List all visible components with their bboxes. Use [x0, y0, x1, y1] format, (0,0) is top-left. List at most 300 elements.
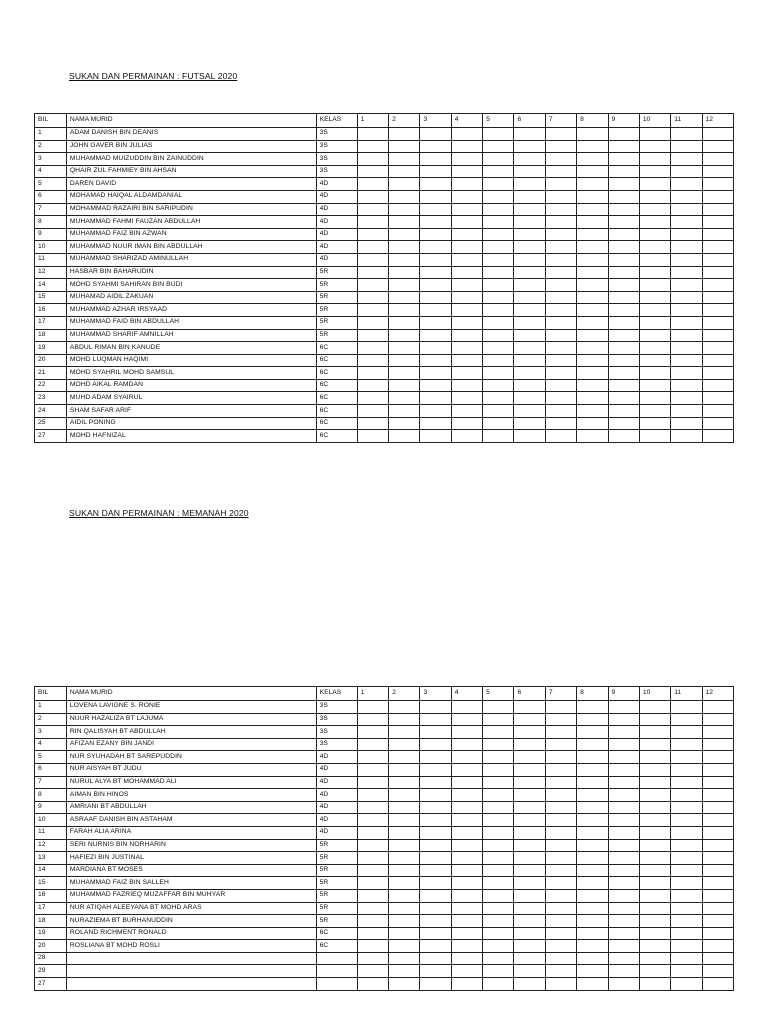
- attendance-cell: [451, 417, 482, 430]
- nama-murid-cell: AFIZAN EZANY BIN JANDI: [66, 738, 316, 751]
- attendance-cell: [671, 839, 702, 852]
- nama-murid-cell: MUHAMMAD MUIZUDDIN BIN ZAINUDDIN: [66, 153, 316, 166]
- table-row: [35, 354, 734, 367]
- attendance-cell: [420, 329, 451, 342]
- kelas-cell: 3S: [316, 701, 357, 714]
- attendance-cell: [420, 801, 451, 814]
- attendance-cell: [577, 763, 608, 776]
- column-header: 2: [389, 687, 420, 701]
- kelas-cell: [316, 978, 357, 991]
- table-row: [35, 927, 734, 940]
- attendance-cell: [702, 304, 733, 317]
- bil-cell: 5: [35, 751, 67, 764]
- table-row: [35, 216, 734, 229]
- attendance-cell: [545, 354, 576, 367]
- attendance-cell: [357, 877, 388, 890]
- attendance-cell: [577, 279, 608, 292]
- attendance-cell: [514, 279, 545, 292]
- attendance-cell: [483, 776, 514, 789]
- attendance-cell: [545, 927, 576, 940]
- attendance-cell: [389, 241, 420, 254]
- table-row: [35, 405, 734, 418]
- attendance-cell: [451, 140, 482, 153]
- bil-cell: 10: [35, 814, 67, 827]
- attendance-cell: [671, 738, 702, 751]
- attendance-cell: [483, 814, 514, 827]
- attendance-cell: [639, 902, 670, 915]
- attendance-cell: [608, 801, 639, 814]
- attendance-cell: [671, 927, 702, 940]
- kelas-cell: 5R: [316, 877, 357, 890]
- attendance-cell: [702, 915, 733, 928]
- attendance-cell: [671, 877, 702, 890]
- attendance-cell: [639, 216, 670, 229]
- attendance-cell: [514, 952, 545, 965]
- attendance-cell: [702, 266, 733, 279]
- attendance-cell: [483, 165, 514, 178]
- attendance-cell: [639, 978, 670, 991]
- column-header: 7: [545, 687, 576, 701]
- table-row: [35, 751, 734, 764]
- attendance-cell: [671, 864, 702, 877]
- attendance-cell: [671, 241, 702, 254]
- attendance-cell: [483, 405, 514, 418]
- attendance-cell: [608, 751, 639, 764]
- attendance-cell: [608, 852, 639, 865]
- attendance-cell: [483, 342, 514, 355]
- kelas-cell: 4D: [316, 826, 357, 839]
- bil-cell: 11: [35, 253, 67, 266]
- table-row: [35, 140, 734, 153]
- column-header: 5: [483, 687, 514, 701]
- attendance-cell: [514, 405, 545, 418]
- nama-murid-cell: NUR ATIQAH ALEEYANA BT MOHD ARAS: [66, 902, 316, 915]
- column-header: 9: [608, 114, 639, 128]
- attendance-cell: [702, 940, 733, 953]
- attendance-cell: [545, 392, 576, 405]
- attendance-cell: [639, 203, 670, 216]
- attendance-cell: [671, 316, 702, 329]
- attendance-cell: [389, 839, 420, 852]
- attendance-cell: [483, 329, 514, 342]
- attendance-cell: [420, 738, 451, 751]
- attendance-cell: [357, 329, 388, 342]
- attendance-cell: [451, 852, 482, 865]
- attendance-cell: [451, 826, 482, 839]
- attendance-cell: [577, 726, 608, 739]
- kelas-cell: 4D: [316, 789, 357, 802]
- attendance-cell: [639, 701, 670, 714]
- kelas-cell: 3S: [316, 165, 357, 178]
- nama-murid-cell: MUHAMMAD FAID BIN ABDULLAH: [66, 316, 316, 329]
- attendance-cell: [483, 789, 514, 802]
- attendance-cell: [389, 864, 420, 877]
- bil-cell: 19: [35, 342, 67, 355]
- attendance-cell: [702, 852, 733, 865]
- kelas-cell: 5R: [316, 852, 357, 865]
- kelas-cell: 4D: [316, 241, 357, 254]
- attendance-cell: [608, 701, 639, 714]
- table-row: [35, 814, 734, 827]
- attendance-cell: [483, 291, 514, 304]
- attendance-cell: [608, 915, 639, 928]
- attendance-cell: [639, 915, 670, 928]
- attendance-cell: [357, 367, 388, 380]
- attendance-cell: [514, 852, 545, 865]
- attendance-cell: [389, 965, 420, 978]
- attendance-cell: [608, 430, 639, 443]
- attendance-cell: [357, 405, 388, 418]
- attendance-cell: [389, 266, 420, 279]
- attendance-cell: [483, 852, 514, 865]
- attendance-cell: [483, 190, 514, 203]
- bil-cell: 7: [35, 203, 67, 216]
- kelas-cell: 6C: [316, 405, 357, 418]
- attendance-cell: [577, 316, 608, 329]
- attendance-cell: [420, 342, 451, 355]
- attendance-cell: [702, 726, 733, 739]
- attendance-cell: [483, 140, 514, 153]
- table-row: [35, 430, 734, 443]
- attendance-cell: [451, 153, 482, 166]
- attendance-cell: [389, 940, 420, 953]
- kelas-cell: 6C: [316, 927, 357, 940]
- attendance-cell: [545, 128, 576, 141]
- attendance-cell: [420, 965, 451, 978]
- column-header: 10: [639, 114, 670, 128]
- attendance-cell: [639, 751, 670, 764]
- attendance-cell: [357, 738, 388, 751]
- column-header: 11: [671, 114, 702, 128]
- attendance-cell: [389, 316, 420, 329]
- table-row: [35, 726, 734, 739]
- attendance-cell: [357, 178, 388, 191]
- attendance-cell: [545, 165, 576, 178]
- attendance-cell: [577, 713, 608, 726]
- kelas-cell: [316, 952, 357, 965]
- attendance-cell: [451, 763, 482, 776]
- attendance-cell: [577, 190, 608, 203]
- attendance-cell: [639, 726, 670, 739]
- attendance-cell: [514, 140, 545, 153]
- kelas-cell: 6C: [316, 430, 357, 443]
- table-row: [35, 852, 734, 865]
- nama-murid-cell: HAFIEZI BIN JUSTINAL: [66, 852, 316, 865]
- attendance-cell: [608, 864, 639, 877]
- attendance-cell: [639, 178, 670, 191]
- column-header: 1: [357, 114, 388, 128]
- nama-murid-cell: MOHD AIKAL RAMDAN: [66, 379, 316, 392]
- attendance-cell: [577, 241, 608, 254]
- attendance-cell: [451, 329, 482, 342]
- attendance-cell: [702, 902, 733, 915]
- attendance-cell: [420, 889, 451, 902]
- attendance-cell: [357, 776, 388, 789]
- column-header: 12: [702, 114, 733, 128]
- table-row: [35, 940, 734, 953]
- attendance-cell: [514, 392, 545, 405]
- attendance-cell: [514, 789, 545, 802]
- attendance-cell: [577, 751, 608, 764]
- kelas-cell: 5R: [316, 291, 357, 304]
- attendance-cell: [514, 726, 545, 739]
- attendance-cell: [545, 153, 576, 166]
- attendance-cell: [483, 927, 514, 940]
- kelas-cell: 4D: [316, 814, 357, 827]
- kelas-cell: 3S: [316, 140, 357, 153]
- attendance-cell: [671, 153, 702, 166]
- table-row: [35, 342, 734, 355]
- attendance-cell: [608, 140, 639, 153]
- attendance-cell: [514, 178, 545, 191]
- attendance-cell: [357, 965, 388, 978]
- attendance-cell: [389, 342, 420, 355]
- attendance-cell: [357, 952, 388, 965]
- kelas-cell: 6C: [316, 354, 357, 367]
- attendance-cell: [702, 751, 733, 764]
- kelas-cell: 5R: [316, 889, 357, 902]
- attendance-cell: [608, 738, 639, 751]
- bil-cell: 12: [35, 266, 67, 279]
- attendance-cell: [608, 814, 639, 827]
- attendance-cell: [608, 253, 639, 266]
- attendance-cell: [514, 379, 545, 392]
- nama-murid-cell: MUHAMMAD FAHMI FAUZAN ABDULLAH: [66, 216, 316, 229]
- attendance-cell: [639, 367, 670, 380]
- attendance-cell: [420, 203, 451, 216]
- attendance-cell: [608, 826, 639, 839]
- attendance-cell: [671, 367, 702, 380]
- attendance-cell: [514, 241, 545, 254]
- attendance-cell: [420, 430, 451, 443]
- attendance-cell: [671, 342, 702, 355]
- attendance-cell: [577, 392, 608, 405]
- attendance-cell: [420, 153, 451, 166]
- attendance-cell: [639, 316, 670, 329]
- attendance-cell: [577, 915, 608, 928]
- attendance-cell: [608, 165, 639, 178]
- attendance-cell: [577, 379, 608, 392]
- nama-murid-cell: MOHAMMAD RAZAIRI BIN SARIPUDIN: [66, 203, 316, 216]
- attendance-cell: [639, 417, 670, 430]
- attendance-cell: [577, 852, 608, 865]
- nama-murid-cell: MOHD SYAHRIL MOHD SAMSUL: [66, 367, 316, 380]
- attendance-cell: [608, 342, 639, 355]
- column-header: 2: [389, 114, 420, 128]
- attendance-cell: [451, 279, 482, 292]
- attendance-cell: [483, 253, 514, 266]
- attendance-cell: [357, 379, 388, 392]
- attendance-cell: [389, 789, 420, 802]
- kelas-cell: 4D: [316, 228, 357, 241]
- attendance-cell: [420, 140, 451, 153]
- attendance-cell: [702, 801, 733, 814]
- attendance-cell: [389, 379, 420, 392]
- attendance-cell: [451, 379, 482, 392]
- nama-murid-cell: DAREN DAVID: [66, 178, 316, 191]
- column-header: 6: [514, 114, 545, 128]
- attendance-cell: [514, 751, 545, 764]
- attendance-cell: [514, 153, 545, 166]
- attendance-cell: [639, 304, 670, 317]
- nama-murid-cell: [66, 965, 316, 978]
- attendance-cell: [483, 915, 514, 928]
- attendance-cell: [357, 392, 388, 405]
- attendance-cell: [451, 216, 482, 229]
- nama-murid-cell: [66, 952, 316, 965]
- attendance-cell: [389, 801, 420, 814]
- attendance-cell: [702, 329, 733, 342]
- attendance-cell: [451, 291, 482, 304]
- attendance-cell: [357, 864, 388, 877]
- table-row: [35, 801, 734, 814]
- attendance-cell: [545, 304, 576, 317]
- attendance-cell: [514, 253, 545, 266]
- attendance-cell: [577, 826, 608, 839]
- attendance-cell: [389, 291, 420, 304]
- nama-murid-cell: AIDIL PONING: [66, 417, 316, 430]
- attendance-cell: [420, 940, 451, 953]
- attendance-cell: [451, 751, 482, 764]
- attendance-cell: [545, 329, 576, 342]
- attendance-cell: [514, 965, 545, 978]
- attendance-cell: [451, 801, 482, 814]
- attendance-cell: [483, 367, 514, 380]
- column-header: 3: [420, 114, 451, 128]
- attendance-cell: [671, 190, 702, 203]
- attendance-cell: [420, 178, 451, 191]
- attendance-cell: [702, 877, 733, 890]
- column-header: 7: [545, 114, 576, 128]
- nama-murid-cell: NUR SYUHADAH BT SAREPUDDIN: [66, 751, 316, 764]
- attendance-cell: [483, 178, 514, 191]
- table-row: [35, 266, 734, 279]
- attendance-cell: [514, 128, 545, 141]
- attendance-cell: [357, 751, 388, 764]
- bil-cell: 17: [35, 316, 67, 329]
- attendance-cell: [420, 751, 451, 764]
- nama-murid-cell: ROLAND RICHMENT RONALD: [66, 927, 316, 940]
- roster-table-futsal: [34, 113, 734, 443]
- attendance-cell: [514, 701, 545, 714]
- bil-cell: 11: [35, 826, 67, 839]
- attendance-cell: [483, 316, 514, 329]
- attendance-cell: [639, 329, 670, 342]
- attendance-cell: [483, 889, 514, 902]
- attendance-cell: [671, 279, 702, 292]
- attendance-cell: [608, 726, 639, 739]
- attendance-cell: [451, 952, 482, 965]
- table-row: [35, 701, 734, 714]
- bil-cell: 2: [35, 713, 67, 726]
- attendance-cell: [483, 978, 514, 991]
- table-row: [35, 379, 734, 392]
- attendance-cell: [577, 701, 608, 714]
- attendance-cell: [702, 367, 733, 380]
- table-row: [35, 763, 734, 776]
- attendance-cell: [608, 279, 639, 292]
- kelas-cell: 6C: [316, 367, 357, 380]
- attendance-cell: [577, 789, 608, 802]
- attendance-cell: [389, 877, 420, 890]
- attendance-cell: [671, 128, 702, 141]
- attendance-cell: [545, 405, 576, 418]
- attendance-cell: [389, 701, 420, 714]
- attendance-cell: [389, 203, 420, 216]
- nama-murid-cell: NURUL ALYA BT MOHAMMAD ALI: [66, 776, 316, 789]
- attendance-cell: [545, 776, 576, 789]
- column-header: 5: [483, 114, 514, 128]
- table-row: [35, 329, 734, 342]
- attendance-cell: [671, 763, 702, 776]
- attendance-cell: [357, 203, 388, 216]
- attendance-cell: [451, 701, 482, 714]
- attendance-cell: [671, 776, 702, 789]
- attendance-cell: [451, 203, 482, 216]
- attendance-cell: [545, 965, 576, 978]
- attendance-cell: [702, 839, 733, 852]
- attendance-cell: [420, 839, 451, 852]
- attendance-cell: [357, 839, 388, 852]
- attendance-cell: [357, 266, 388, 279]
- attendance-cell: [639, 864, 670, 877]
- attendance-cell: [514, 266, 545, 279]
- attendance-cell: [420, 701, 451, 714]
- attendance-cell: [639, 763, 670, 776]
- kelas-cell: 3S: [316, 128, 357, 141]
- attendance-cell: [357, 165, 388, 178]
- attendance-cell: [545, 902, 576, 915]
- kelas-cell: 4D: [316, 751, 357, 764]
- attendance-cell: [639, 128, 670, 141]
- attendance-cell: [577, 776, 608, 789]
- column-header: KELAS: [316, 114, 357, 128]
- attendance-cell: [389, 178, 420, 191]
- attendance-cell: [451, 738, 482, 751]
- bil-cell: 15: [35, 877, 67, 890]
- attendance-cell: [389, 165, 420, 178]
- attendance-cell: [671, 889, 702, 902]
- attendance-cell: [420, 417, 451, 430]
- bil-cell: 7: [35, 776, 67, 789]
- attendance-cell: [671, 216, 702, 229]
- attendance-cell: [608, 927, 639, 940]
- attendance-cell: [671, 228, 702, 241]
- attendance-cell: [639, 430, 670, 443]
- column-header: NAMA MURID: [66, 114, 316, 128]
- attendance-cell: [702, 241, 733, 254]
- attendance-cell: [702, 316, 733, 329]
- kelas-cell: 4D: [316, 801, 357, 814]
- attendance-cell: [671, 826, 702, 839]
- attendance-cell: [420, 763, 451, 776]
- attendance-cell: [639, 877, 670, 890]
- attendance-cell: [577, 417, 608, 430]
- attendance-cell: [545, 738, 576, 751]
- attendance-cell: [671, 701, 702, 714]
- attendance-cell: [420, 279, 451, 292]
- kelas-cell: 6C: [316, 379, 357, 392]
- attendance-cell: [483, 354, 514, 367]
- table-row: [35, 367, 734, 380]
- attendance-cell: [357, 701, 388, 714]
- attendance-cell: [483, 751, 514, 764]
- attendance-cell: [545, 417, 576, 430]
- attendance-cell: [514, 776, 545, 789]
- attendance-cell: [577, 839, 608, 852]
- attendance-cell: [608, 978, 639, 991]
- attendance-cell: [420, 379, 451, 392]
